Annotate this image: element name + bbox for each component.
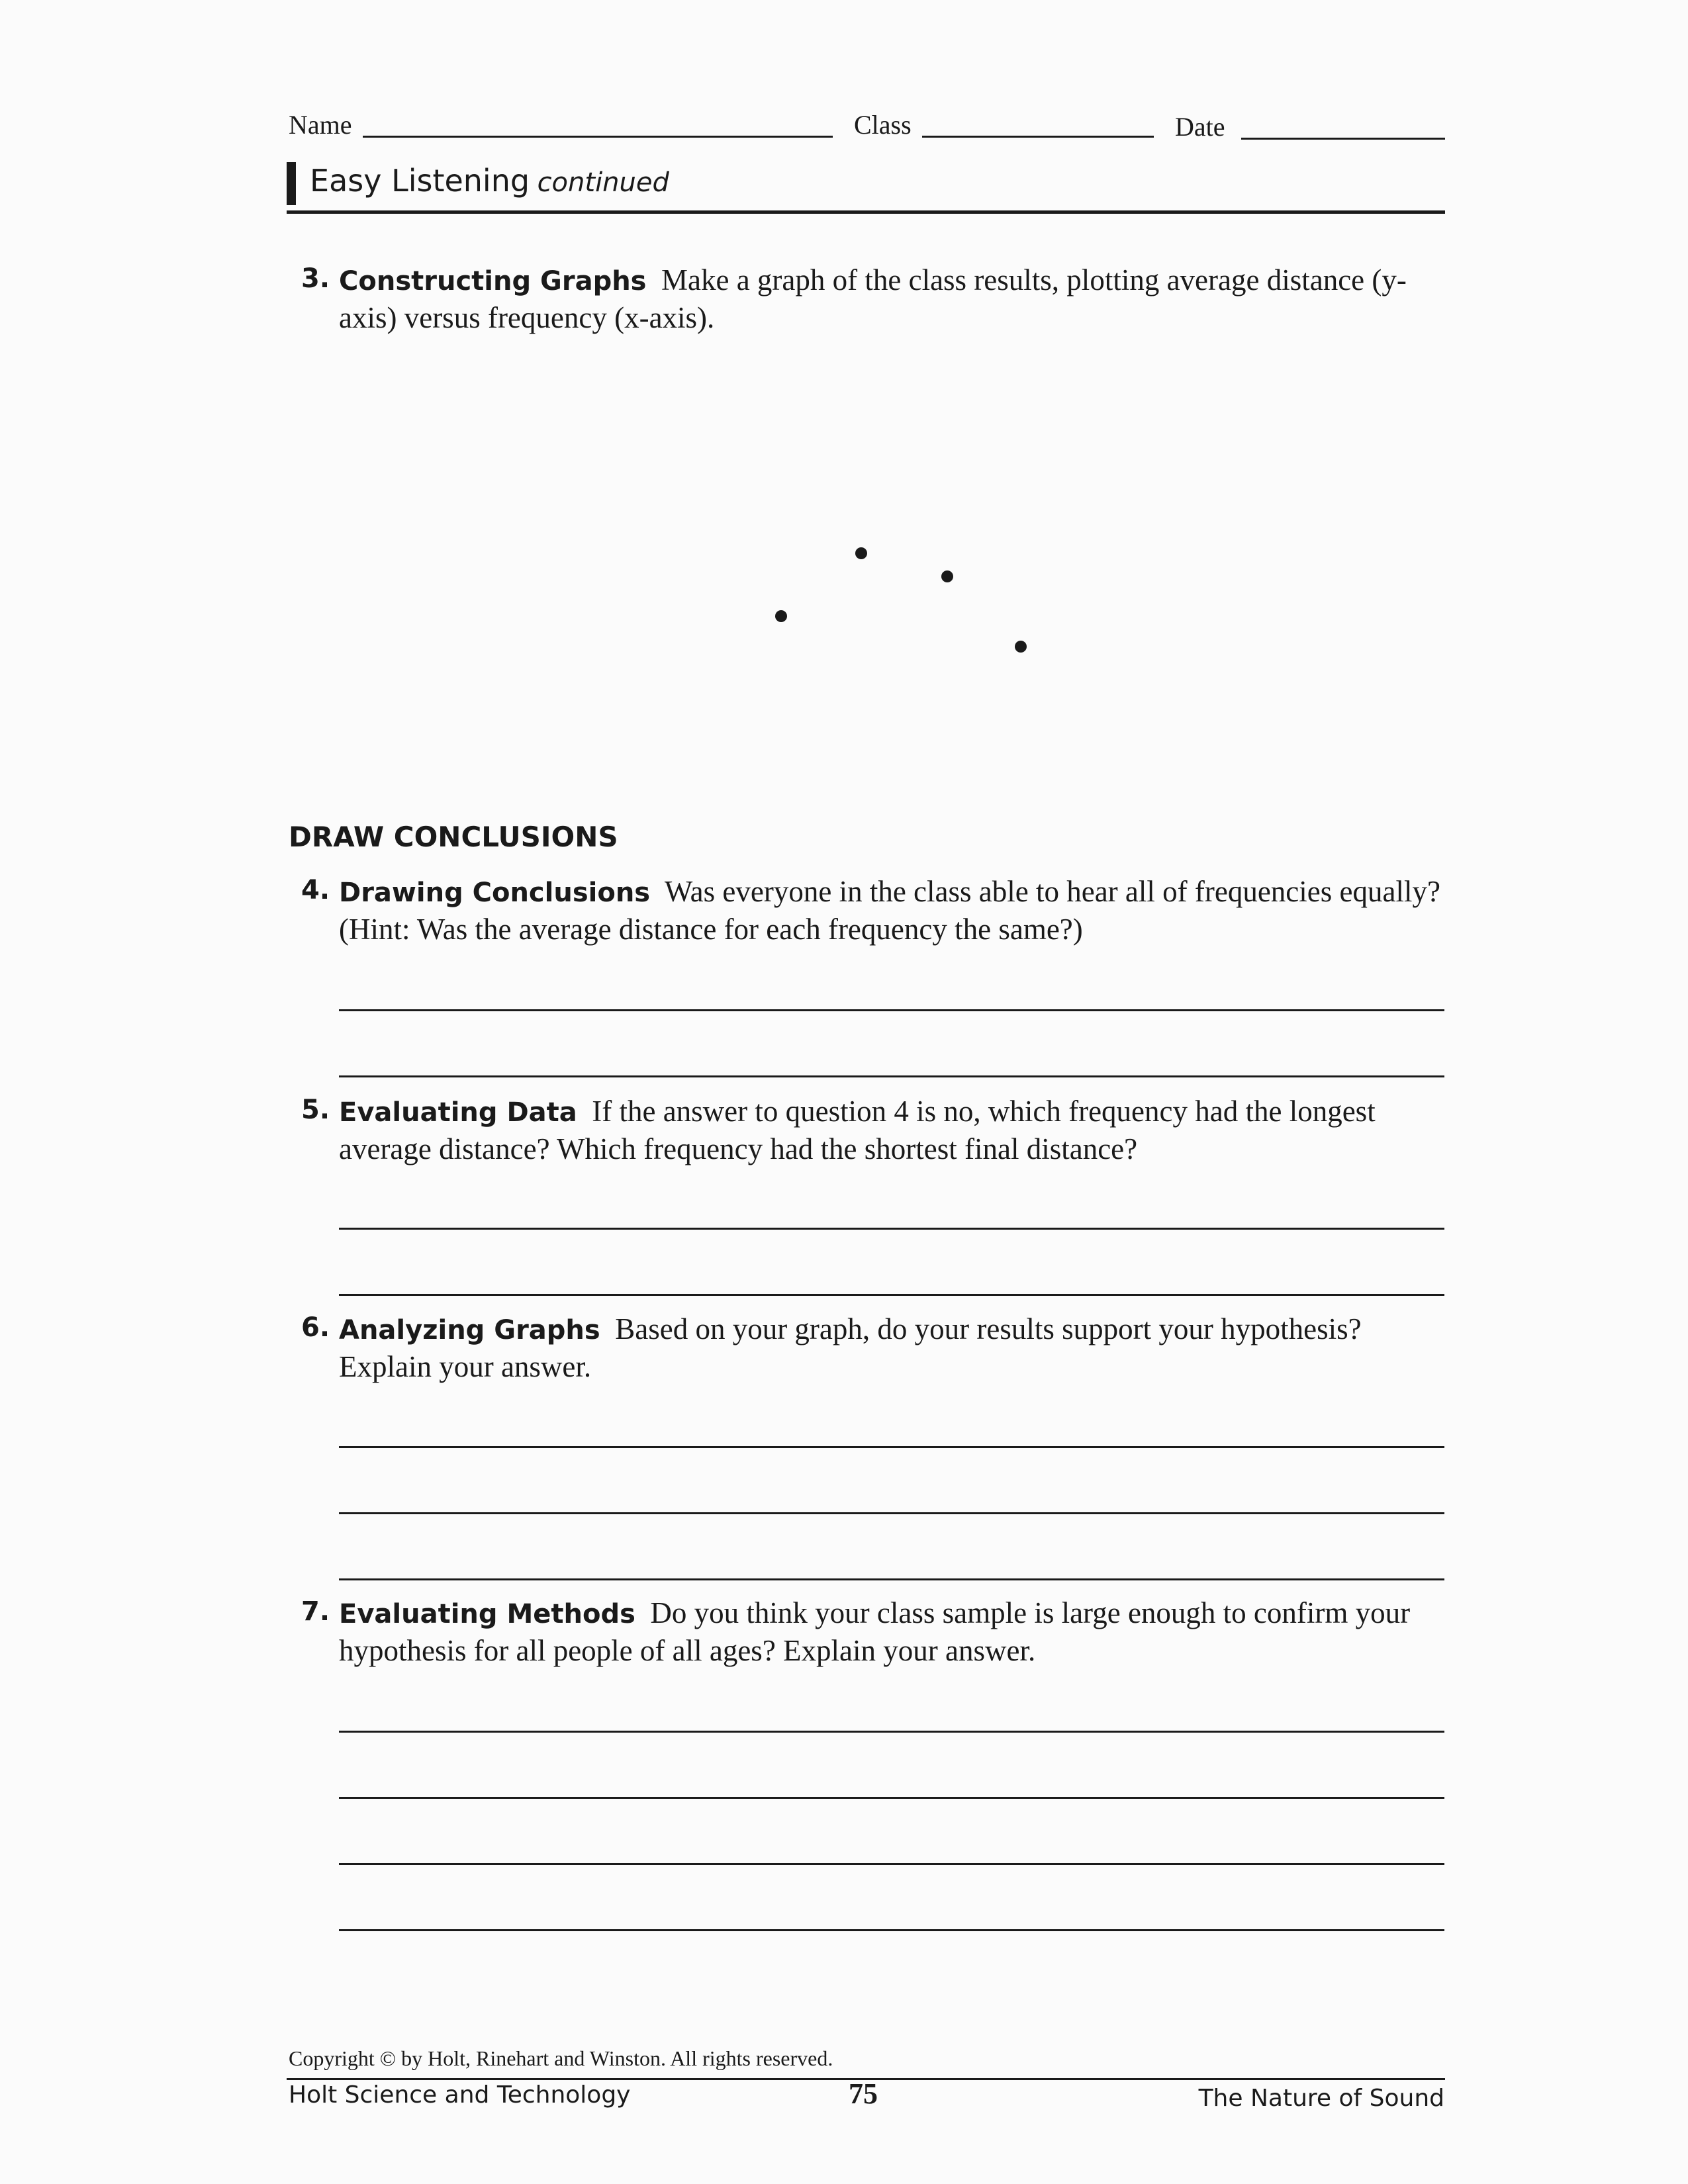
date-label: Date: [1175, 112, 1225, 142]
question-7-number: 7.: [301, 1596, 330, 1627]
title-divider: [287, 210, 1445, 214]
question-7-answer-line[interactable]: [339, 1797, 1444, 1799]
question-4-heading: Drawing Conclusions: [339, 878, 651, 908]
class-field[interactable]: [922, 136, 1154, 138]
title-continued: continued: [537, 167, 669, 198]
question-6-heading: Analyzing Graphs: [339, 1315, 600, 1345]
question-3-heading: Constructing Graphs: [339, 266, 647, 296]
class-label: Class: [854, 110, 912, 140]
question-6-answer-line[interactable]: [339, 1446, 1444, 1448]
question-5-answer-line[interactable]: [339, 1228, 1444, 1230]
question-4-answer-line[interactable]: [339, 1009, 1444, 1011]
question-7-answer-line[interactable]: [339, 1863, 1444, 1865]
question-6-text: Based on your graph, do your results support your hypothesis? Explain your answer.: [339, 1312, 1362, 1383]
question-6-number: 6.: [301, 1312, 330, 1343]
question-6-answer-line[interactable]: [339, 1512, 1444, 1514]
date-field[interactable]: [1241, 138, 1445, 140]
name-label: Name: [289, 110, 352, 140]
question-7-answer-line[interactable]: [339, 1731, 1444, 1733]
question-5-heading: Evaluating Data: [339, 1097, 577, 1128]
section-heading-draw-conclusions: DRAW CONCLUSIONS: [289, 821, 618, 853]
question-7-heading: Evaluating Methods: [339, 1599, 635, 1629]
question-4-answer-line[interactable]: [339, 1075, 1444, 1077]
question-7-text: Do you think your class sample is large enough to confirm your hypothesis for all people of all ages? Explain your answer.: [339, 1596, 1411, 1667]
question-5-text: If the answer to question 4 is no, which frequency had the longest average distance? Which frequency had the shortest final distance?: [339, 1095, 1376, 1165]
question-7-answer-line[interactable]: [339, 1929, 1444, 1931]
question-4-text: Was everyone in the class able to hear all of frequencies equally? (Hint: Was the average distance for each frequency the same?): [339, 875, 1440, 946]
graph-dot: [855, 547, 867, 559]
question-3-text: Make a graph of the class results, plotting average distance (y-axis) versus frequency (x-axis).: [339, 263, 1407, 334]
copyright-notice: Copyright © by Holt, Rinehart and Winston. All rights reserved.: [289, 2046, 833, 2070]
title-main: Easy Listening: [310, 163, 530, 199]
graph-dot: [941, 570, 953, 582]
question-5: [339, 1093, 1451, 1167]
page-title: [310, 163, 669, 199]
question-5-answer-line[interactable]: [339, 1294, 1444, 1296]
question-6: [339, 1311, 1451, 1385]
question-3-number: 3.: [301, 263, 330, 294]
question-7: [339, 1595, 1451, 1669]
question-6-answer-line[interactable]: [339, 1578, 1444, 1580]
question-3: [339, 262, 1451, 336]
page-number: 75: [849, 2077, 878, 2110]
publisher-name: Holt Science and Technology: [289, 2081, 631, 2109]
title-accent-bar: [287, 162, 296, 205]
question-4-number: 4.: [301, 875, 330, 905]
graph-dot: [775, 610, 787, 622]
chapter-title: The Nature of Sound: [1198, 2085, 1444, 2112]
name-field[interactable]: [363, 136, 833, 138]
question-4: [339, 874, 1451, 948]
graph-dot: [1015, 641, 1027, 653]
question-5-number: 5.: [301, 1095, 330, 1125]
